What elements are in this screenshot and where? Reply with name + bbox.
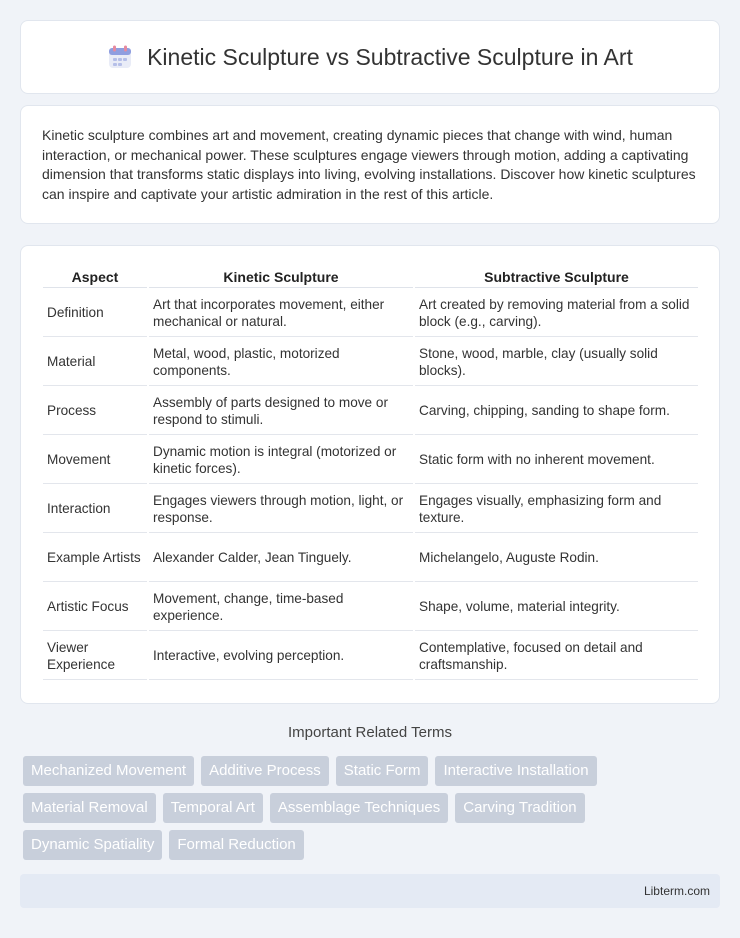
aspect-cell: Viewer Experience xyxy=(43,633,147,680)
header-kinetic: Kinetic Sculpture xyxy=(149,266,413,288)
tag-formal-reduction[interactable]: Formal Reduction xyxy=(169,830,303,860)
table-row xyxy=(43,437,698,484)
subtractive-cell: Shape, volume, material integrity. xyxy=(415,584,698,631)
tag-dynamic-spatiality[interactable]: Dynamic Spatiality xyxy=(23,830,162,860)
tag-material-removal[interactable]: Material Removal xyxy=(23,793,156,823)
kinetic-cell: Interactive, evolving perception. xyxy=(149,633,413,680)
subtractive-cell: Static form with no inherent movement. xyxy=(415,437,698,484)
kinetic-cell: Metal, wood, plastic, motorized components. xyxy=(149,339,413,386)
comparison-table-card xyxy=(20,245,720,704)
intro-text: Kinetic sculpture combines art and movement, creating dynamic pieces that change with wind, human interaction, or mechanical power. These sculptures engage viewers through motion, adding a captivating dimension that transforms static displays into living, evolving installations. Discover how kinetic sculptures can inspire and captivate your artistic admiration in the rest of this article. xyxy=(42,127,696,202)
tag-additive-process[interactable]: Additive Process xyxy=(201,756,329,786)
subtractive-cell: Stone, wood, marble, clay (usually solid blocks). xyxy=(415,339,698,386)
tag-static-form[interactable]: Static Form xyxy=(336,756,429,786)
aspect-cell: Example Artists xyxy=(43,535,147,582)
tag-interactive-installation[interactable]: Interactive Installation xyxy=(435,756,596,786)
aspect-cell: Definition xyxy=(43,290,147,337)
subtractive-cell: Carving, chipping, sanding to shape form. xyxy=(415,388,698,435)
table-row xyxy=(43,339,698,386)
subtractive-cell: Engages visually, emphasizing form and texture. xyxy=(415,486,698,533)
table-row xyxy=(43,486,698,533)
tag-temporal-art[interactable]: Temporal Art xyxy=(163,793,263,823)
tag-row xyxy=(23,830,723,860)
related-terms-title: Important Related Terms xyxy=(288,724,452,741)
title-card xyxy=(20,20,720,94)
kinetic-cell: Art that incorporates movement, either mechanical or natural. xyxy=(149,290,413,337)
page-title: Kinetic Sculpture vs Subtractive Sculpture in Art xyxy=(147,43,633,70)
calendar-icon xyxy=(107,44,133,70)
tag-carving-tradition[interactable]: Carving Tradition xyxy=(455,793,584,823)
footer-site-link[interactable]: Libterm.com xyxy=(643,884,710,898)
aspect-cell: Artistic Focus xyxy=(43,584,147,631)
subtractive-cell: Michelangelo, Auguste Rodin. xyxy=(415,535,698,582)
table-row xyxy=(43,388,698,435)
kinetic-cell: Engages viewers through motion, light, or response. xyxy=(149,486,413,533)
table-row xyxy=(43,535,698,582)
aspect-cell: Movement xyxy=(43,437,147,484)
aspect-cell: Process xyxy=(43,388,147,435)
table-row xyxy=(43,633,698,680)
tag-assemblage-techniques[interactable]: Assemblage Techniques xyxy=(270,793,448,823)
kinetic-cell: Assembly of parts designed to move or respond to stimuli. xyxy=(149,388,413,435)
table-header-row xyxy=(43,266,698,288)
kinetic-cell: Dynamic motion is integral (motorized or kinetic forces). xyxy=(149,437,413,484)
related-terms-list xyxy=(23,756,723,867)
header-subtractive: Subtractive Sculpture xyxy=(415,266,698,288)
footer xyxy=(20,874,720,908)
kinetic-cell: Movement, change, time-based experience. xyxy=(149,584,413,631)
tag-row xyxy=(23,756,723,786)
table-row xyxy=(43,584,698,631)
comparison-table xyxy=(41,264,700,682)
header-aspect: Aspect xyxy=(43,266,147,288)
aspect-cell: Material xyxy=(43,339,147,386)
subtractive-cell: Contemplative, focused on detail and craftsmanship. xyxy=(415,633,698,680)
subtractive-cell: Art created by removing material from a solid block (e.g., carving). xyxy=(415,290,698,337)
tag-mechanized-movement[interactable]: Mechanized Movement xyxy=(23,756,194,786)
kinetic-cell: Alexander Calder, Jean Tinguely. xyxy=(149,535,413,582)
tag-row xyxy=(23,793,723,823)
table-row xyxy=(43,290,698,337)
intro-card xyxy=(20,105,720,224)
aspect-cell: Interaction xyxy=(43,486,147,533)
